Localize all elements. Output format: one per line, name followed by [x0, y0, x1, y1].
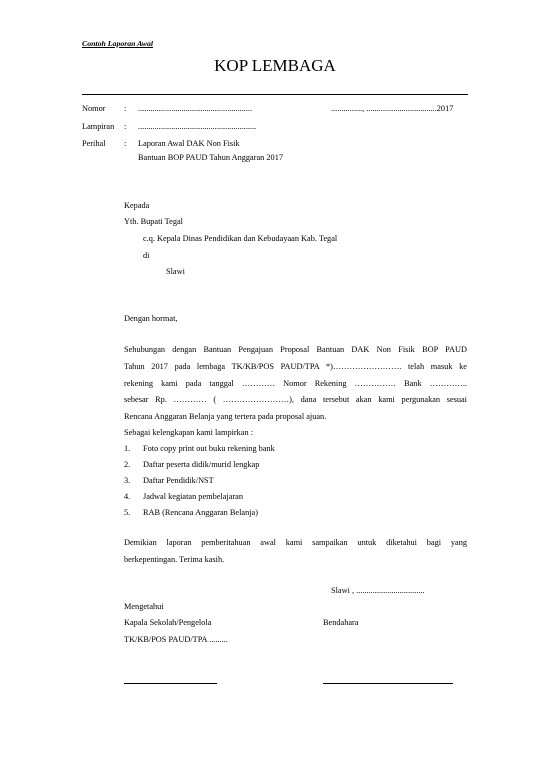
address-city: Slawi [166, 267, 185, 276]
greeting: Dengan hormat, [124, 314, 178, 323]
header-divider [82, 94, 468, 95]
perihal-line-2: Bantuan BOP PAUD Tahun Anggaran 2017 [138, 153, 283, 162]
attachment-item: Jadwal kegiatan pembelajaran [143, 492, 243, 501]
attachment-number: 5. [124, 508, 131, 517]
paragraph-line: rekening kami pada tanggal ………… Nomor Rekening …………… Bank ………….. [124, 379, 467, 388]
address-cq: c.q. Kepala Dinas Pendidikan dan Kebudayaan Kab. Tegal [143, 234, 338, 243]
nomor-value: ....................................................... [138, 104, 253, 113]
closing-line: Demikian laporan pemberitahuan awal kami sampaikan untuk diketahui bagi yang [124, 538, 467, 547]
signature-place-date: Slawi , ................................. [331, 586, 425, 595]
date-line: ..............., ..................................2017 [331, 104, 454, 113]
lampiran-colon: : [124, 122, 127, 131]
attachment-number: 4. [124, 492, 131, 501]
attachment-number: 2. [124, 460, 131, 469]
attachment-item: Daftar Pendidik/NST [143, 476, 214, 485]
signature-mengetahui: Mengetahui [124, 602, 164, 611]
letterhead-title: KOP LEMBAGA [214, 56, 336, 75]
left-signature-line [124, 683, 217, 684]
nomor-colon: : [124, 104, 127, 113]
perihal-line-1: Laporan Awal DAK Non Fisik [138, 139, 240, 148]
perihal-colon: : [124, 139, 127, 148]
right-signature-line [323, 683, 453, 684]
paragraph-line: Tahun 2017 pada lembaga TK/KB/POS PAUD/TPA *)……………………. telah masuk ke [124, 362, 467, 371]
lampiran-label: Lampiran [82, 122, 115, 131]
address-di: di [143, 251, 150, 260]
example-label: Contoh Laporan Awal [82, 39, 154, 48]
address-kepada: Kepada [124, 201, 150, 210]
attachment-item: Daftar peserta didik/murid lengkap [143, 460, 260, 469]
attachment-item: RAB (Rencana Anggaran Belanja) [143, 508, 258, 517]
lampiran-value: ......................................................... [138, 122, 257, 131]
paragraph-line: sebesar Rp. ………… ( ……………………), dana tersebut akan kami pergunakan sesuai [124, 395, 467, 404]
signature-right-title: Bendahara [323, 618, 359, 627]
nomor-label: Nomor [82, 104, 106, 113]
attachment-number: 1. [124, 444, 131, 453]
paragraph-line: Sehubungan dengan Bantuan Pengajuan Proposal Bantuan DAK Non Fisik BOP PAUD [124, 345, 467, 354]
paragraph-line: Rencana Anggaran Belanja yang tertera pada proposal ajuan. [124, 412, 327, 421]
signature-left-title-1: Kapala Sekolah/Pengelola [124, 618, 212, 627]
signature-left-title-2: TK/KB/POS PAUD/TPA ......... [124, 635, 228, 644]
attachment-intro: Sebagai kelengkapan kami lampirkan : [124, 428, 254, 437]
address-recipient: Yth. Bupati Tegal [124, 217, 183, 226]
attachment-item: Foto copy print out buku rekening bank [143, 444, 275, 453]
attachment-number: 3. [124, 476, 131, 485]
closing-line: berkepentingan. Terima kasih. [124, 555, 225, 564]
perihal-label: Perihal [82, 139, 106, 148]
